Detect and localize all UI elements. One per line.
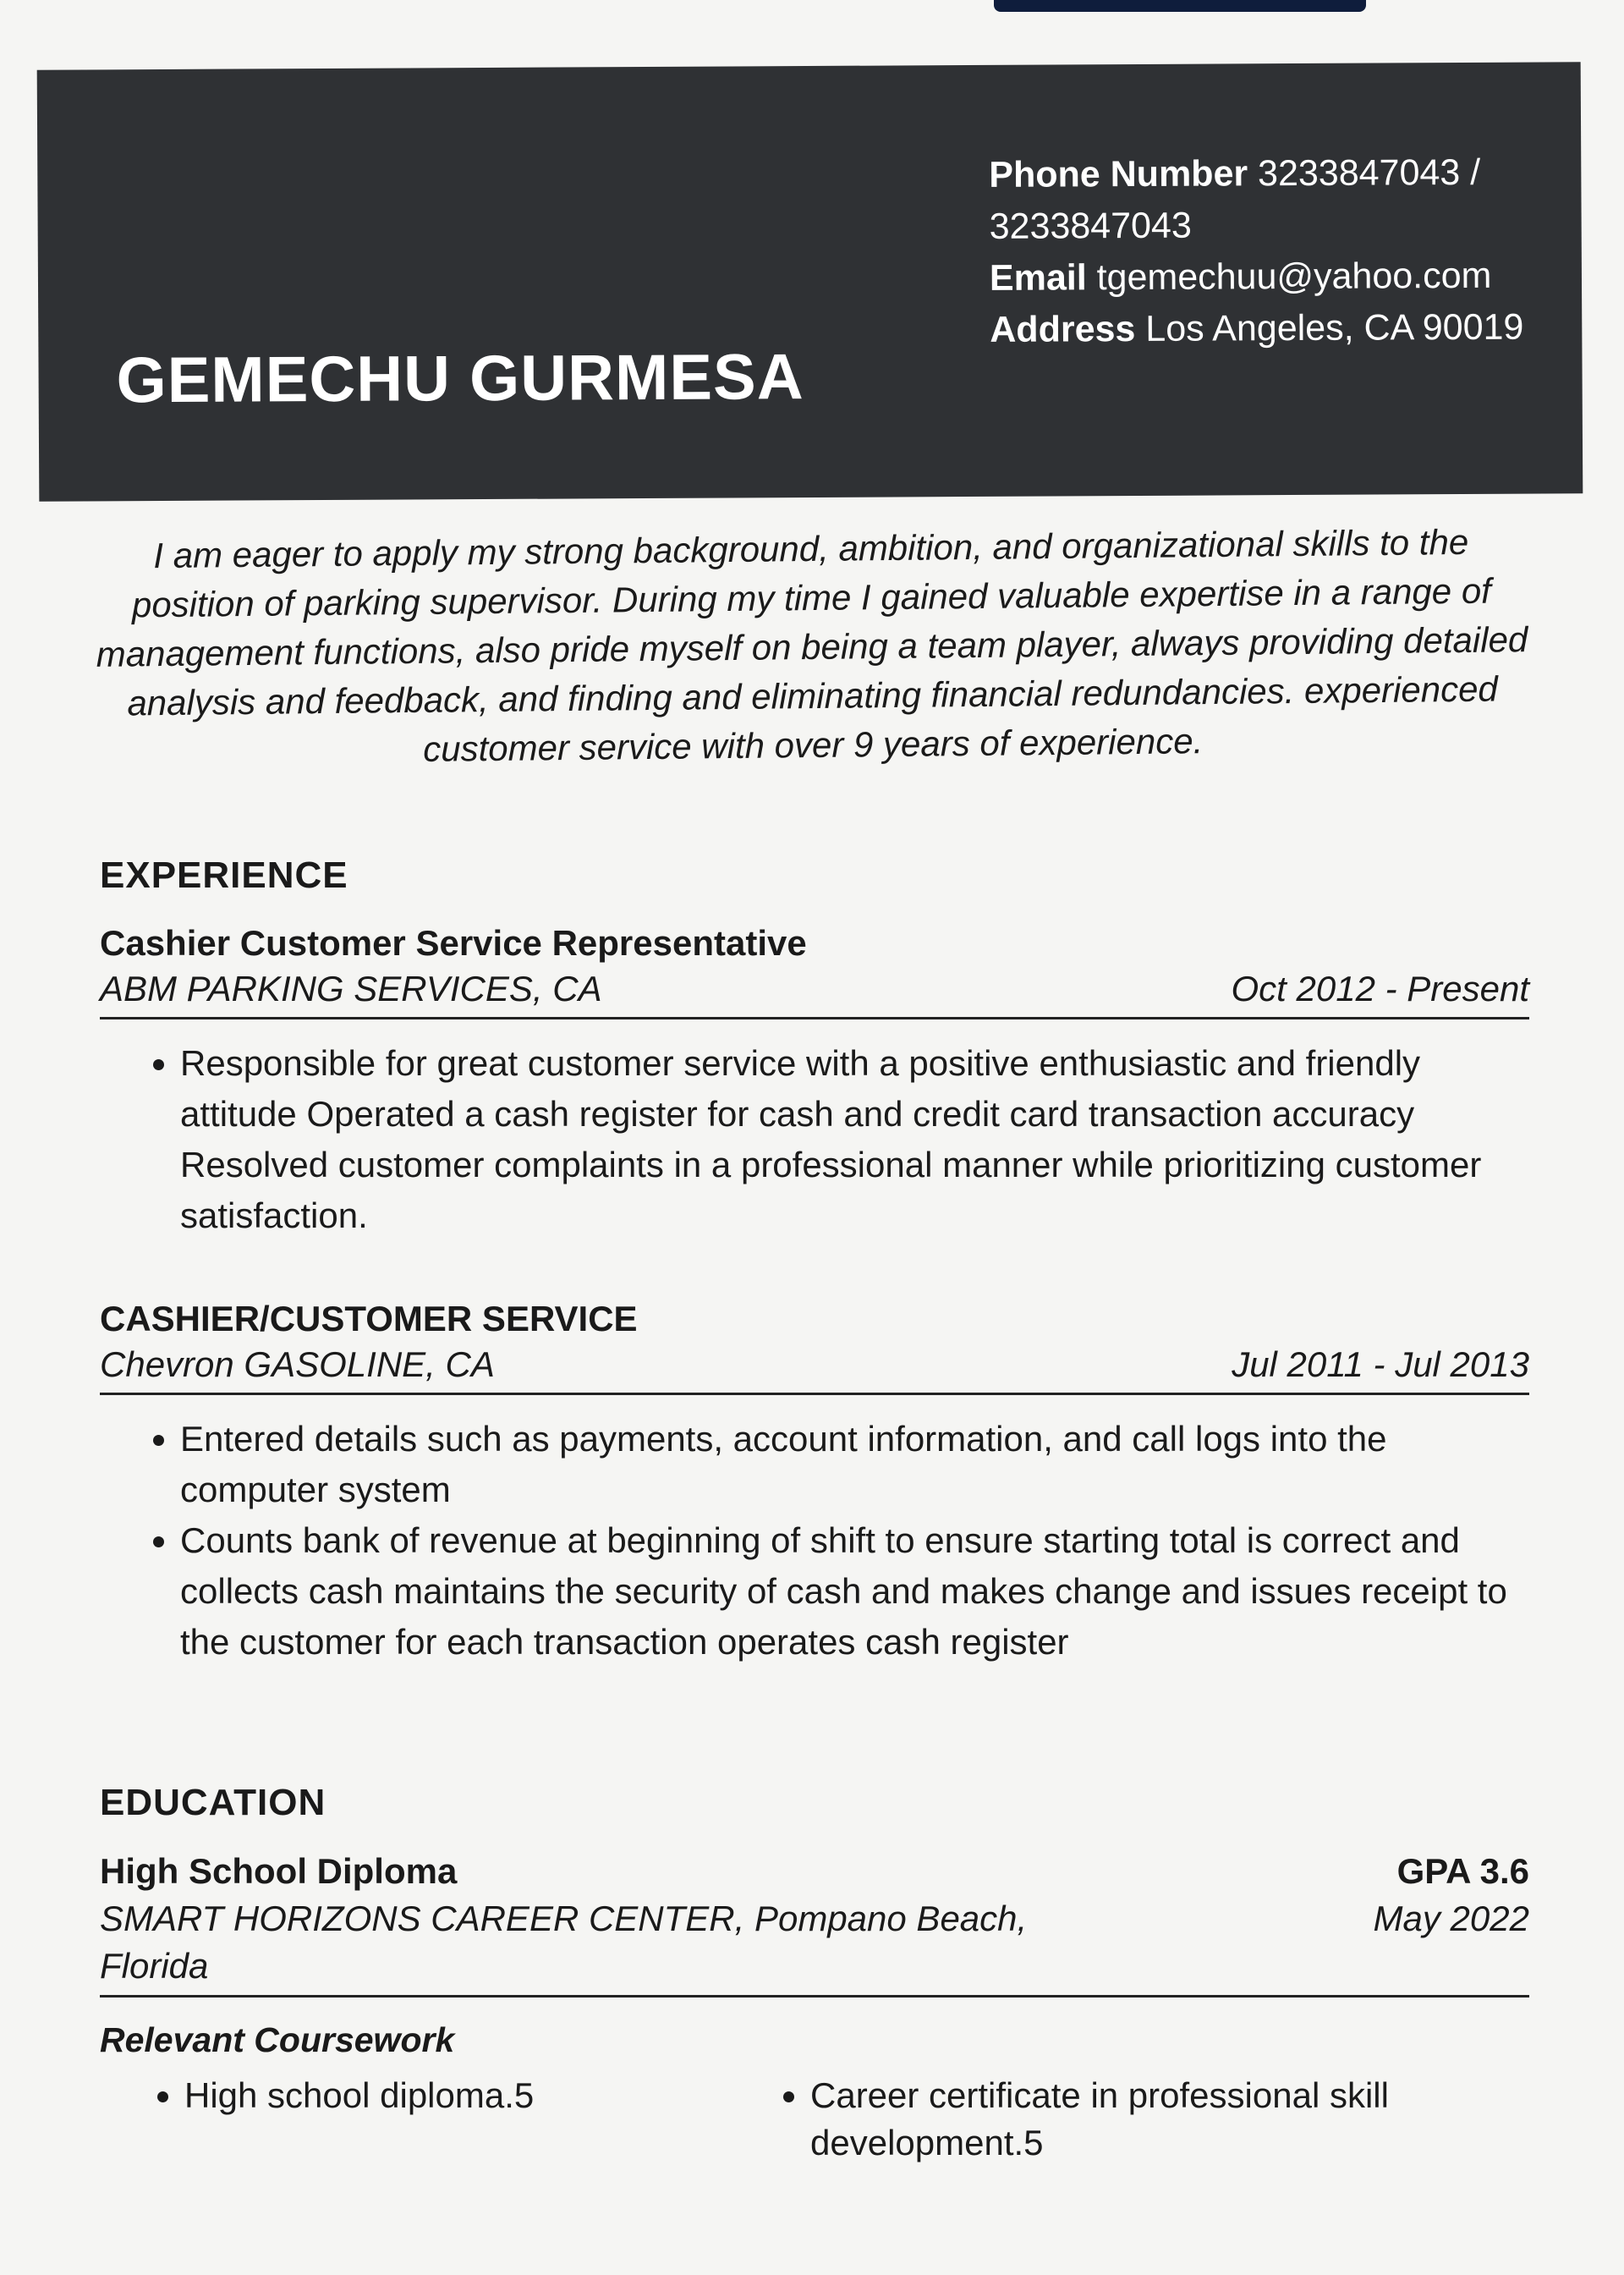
job-title: Cashier Customer Service Representative xyxy=(100,923,807,963)
email-label: Email xyxy=(989,257,1087,299)
education-details xyxy=(100,1848,1073,1990)
job-bullet: • Counts bank of revenue at beginning of shift to ensure starting total is correct and collects cash maintains the security of cash and makes change and issues receipt to the customer for each transaction operates cash register xyxy=(180,1515,1529,1668)
job-bullet: • Entered details such as payments, account information, and call logs into the computer system xyxy=(180,1414,1529,1515)
job-meta xyxy=(100,966,1529,1019)
address-label: Address xyxy=(990,308,1136,350)
address-value: Los Angeles, CA 90019 xyxy=(1145,306,1524,349)
professional-summary: I am eager to apply my strong background, ambition, and organizational skills to the position of parking supervisor. During my time I gained valuable expertise in a range of management functions, also pride myself on being a team player, always providing detailed analysis and feedback, and finding and eliminating financial redundancies. experienced customer service with over 9 years of experience. xyxy=(96,521,1528,769)
phone-value: 3233847043 / 3233847043 xyxy=(989,151,1481,247)
coursework-item: • High school diploma.5 xyxy=(184,2072,726,2119)
job-entry xyxy=(100,1296,1529,1668)
address-line xyxy=(990,302,1531,356)
graduation-date: May 2022 xyxy=(1373,1899,1529,1938)
education-entry xyxy=(100,1848,1529,1997)
email-value: tgemechuu@yahoo.com xyxy=(1096,255,1492,299)
education-heading: EDUCATION xyxy=(100,1782,326,1823)
phone-line xyxy=(989,147,1531,253)
job-bullets xyxy=(100,1038,1529,1241)
gpa-value: GPA 3.6 xyxy=(1396,1851,1529,1891)
education-meta xyxy=(1374,1848,1529,1990)
job-company: ABM PARKING SERVICES, CA xyxy=(100,969,602,1008)
coursework-column-right xyxy=(726,2072,1487,2167)
coursework-item: • Career certificate in professional skill development.5 xyxy=(810,2072,1487,2167)
experience-heading: EXPERIENCE xyxy=(100,854,348,896)
job-company: Chevron GASOLINE, CA xyxy=(100,1344,495,1384)
contact-info xyxy=(989,147,1531,356)
job-entry xyxy=(100,920,1529,1241)
job-meta xyxy=(100,1342,1529,1395)
coursework-list xyxy=(100,2072,1529,2167)
school-name: SMART HORIZONS CAREER CENTER, Pompano Beach, Florida xyxy=(100,1899,1028,1986)
resume-body xyxy=(100,854,1529,2167)
job-bullets xyxy=(100,1414,1529,1668)
phone-label: Phone Number xyxy=(989,153,1248,195)
top-folder-strip xyxy=(994,0,1366,12)
coursework-heading: Relevant Coursework xyxy=(100,2020,455,2059)
coursework-column-left xyxy=(100,2072,726,2167)
candidate-name: GEMECHU GURMESA xyxy=(116,341,804,417)
job-dates: Jul 2011 - Jul 2013 xyxy=(1232,1344,1529,1384)
email-line xyxy=(990,250,1531,305)
degree-title: High School Diploma xyxy=(100,1851,458,1891)
job-title: CASHIER/CUSTOMER SERVICE xyxy=(100,1299,638,1338)
job-dates: Oct 2012 - Present xyxy=(1231,969,1529,1008)
job-bullet: • Responsible for great customer service with a positive enthusiastic and friendly attitude Operated a cash register for cash and credit card transaction accuracy Resolved customer complaints in a professional manner while prioritizing customer satisfaction. xyxy=(180,1038,1529,1241)
resume-header xyxy=(37,62,1583,502)
